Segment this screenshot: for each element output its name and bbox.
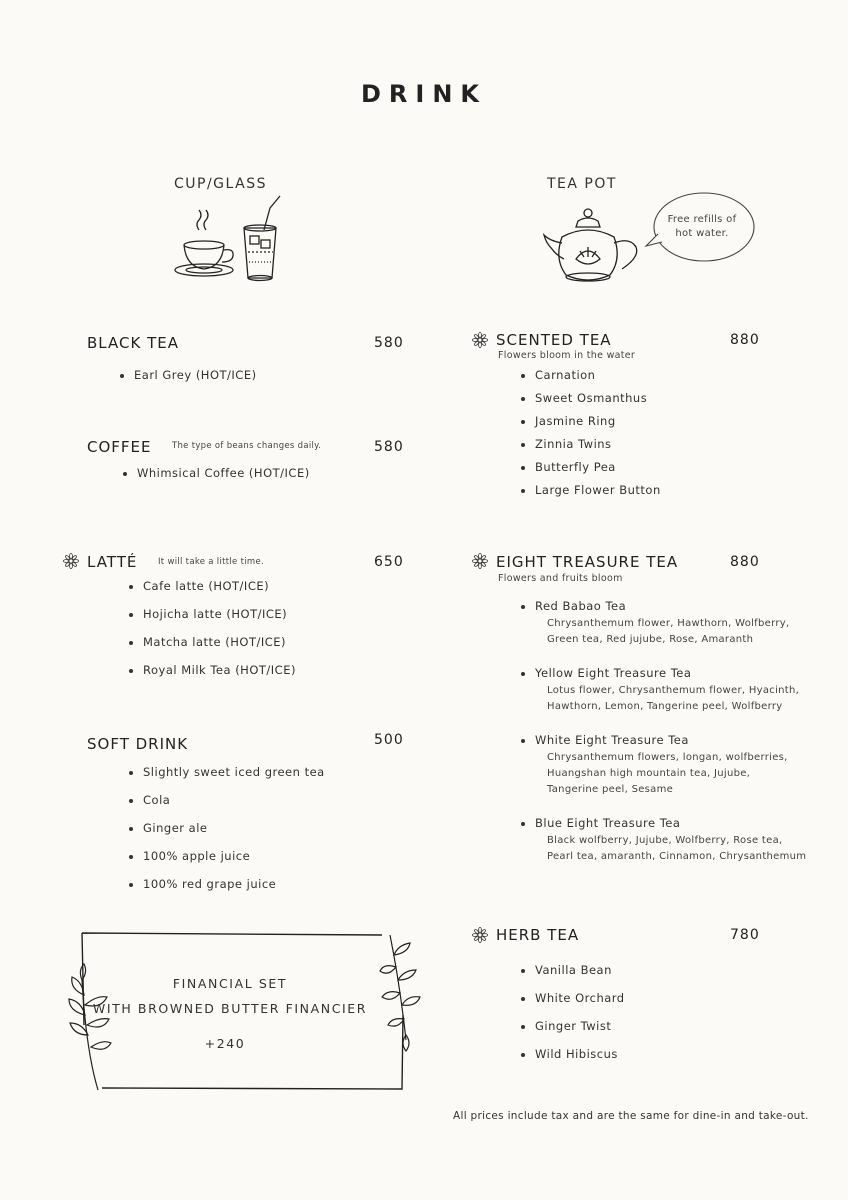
- list-item: Cafe latte (HOT/ICE): [129, 579, 296, 593]
- leaf-sprig-icon: [380, 935, 420, 1051]
- item-desc: [535, 833, 806, 865]
- desc-line: Lotus flower, Chrysanthemum flower, Hyacinth,: [547, 685, 800, 696]
- herb-tea-list: [521, 963, 625, 1061]
- list-item: Butterfly Pea: [521, 460, 661, 474]
- financial-set-title: FINANCIAL SET: [172, 976, 288, 991]
- scented-tea-price: 880: [730, 332, 760, 348]
- list-item: Vanilla Bean: [521, 963, 625, 977]
- item-desc: [535, 683, 806, 715]
- list-item: Zinnia Twins: [521, 437, 661, 451]
- latte-list: [129, 579, 296, 677]
- eight-treasure-list: [521, 599, 806, 865]
- desc-line: Tangerine peel, Sesame: [547, 784, 674, 795]
- bubble-line-1: Free refills of: [667, 214, 737, 225]
- item-desc: [535, 616, 806, 648]
- financial-set-subtitle: WITH BROWNED BUTTER FINANCIER: [92, 1001, 368, 1016]
- desc-line: Hawthorn, Lemon, Tangerine peel, Wolfberry: [547, 701, 783, 712]
- daisy-icon: [472, 553, 488, 569]
- latte-note: It will take a little time.: [158, 557, 264, 567]
- cup-glass-heading: CUP∕GLASS: [174, 176, 268, 192]
- list-item: Hojicha latte (HOT/ICE): [129, 607, 296, 621]
- eight-treasure-note: Flowers and fruits bloom: [498, 573, 623, 584]
- iced-glass-icon: [244, 196, 280, 281]
- list-item: Ginger ale: [129, 821, 325, 835]
- list-item: Royal Milk Tea (HOT/ICE): [129, 663, 296, 677]
- black-tea-heading: BLACK TEA: [87, 334, 179, 352]
- scented-tea-heading: SCENTED TEA: [496, 331, 612, 349]
- item-name: Blue Eight Treasure Tea: [535, 816, 681, 830]
- list-item: Wild Hibiscus: [521, 1047, 625, 1061]
- latte-price: 650: [374, 554, 404, 570]
- list-item: [521, 733, 806, 798]
- list-item: Whimsical Coffee (HOT/ICE): [123, 466, 310, 480]
- herb-tea-heading: HERB TEA: [496, 926, 580, 944]
- coffee-price: 580: [374, 439, 404, 455]
- desc-line: Pearl tea, amaranth, Cinnamon, Chrysanthemum: [547, 851, 807, 862]
- list-item: Large Flower Button: [521, 483, 661, 497]
- item-desc: [535, 750, 806, 798]
- coffee-cup-icon: [172, 190, 287, 285]
- tea-pot-heading: TEA POT: [547, 176, 617, 192]
- list-item: [521, 816, 806, 865]
- black-tea-list: [120, 368, 257, 382]
- list-item: Sweet Osmanthus: [521, 391, 661, 405]
- list-item: Ginger Twist: [521, 1019, 625, 1033]
- desc-line: Chrysanthemum flowers, longan, wolfberries,: [547, 752, 788, 763]
- coffee-note: The type of beans changes daily.: [172, 441, 322, 451]
- free-refill-note: [658, 213, 746, 241]
- coffee-list: [123, 466, 310, 480]
- tax-note: All prices include tax and are the same for dine-in and take-out.: [453, 1110, 809, 1122]
- scented-tea-list: [521, 368, 661, 497]
- list-item: Jasmine Ring: [521, 414, 661, 428]
- page-title: DRINK: [360, 80, 487, 108]
- soft-drink-price: 500: [374, 732, 404, 748]
- desc-line: Black wolfberry, Jujube, Wolfberry, Rose tea,: [547, 835, 783, 846]
- daisy-icon: [472, 332, 488, 348]
- item-name: Red Babao Tea: [535, 599, 627, 613]
- list-item: [521, 599, 806, 648]
- desc-line: Huangshan high mountain tea, Jujube,: [547, 768, 751, 779]
- scented-tea-note: Flowers bloom in the water: [498, 350, 636, 361]
- bubble-line-2: hot water.: [675, 228, 729, 239]
- list-item: Slightly sweet iced green tea: [129, 765, 325, 779]
- daisy-icon: [472, 927, 488, 943]
- list-item: Cola: [129, 793, 325, 807]
- list-item: Earl Grey (HOT/ICE): [120, 368, 257, 382]
- teapot-icon: [540, 203, 645, 288]
- coffee-heading: COFFEE: [87, 438, 152, 456]
- list-item: [521, 666, 806, 715]
- list-item: Matcha latte (HOT/ICE): [129, 635, 296, 649]
- daisy-icon: [63, 553, 79, 569]
- soft-drink-list: [129, 765, 325, 891]
- list-item: White Orchard: [521, 991, 625, 1005]
- eight-treasure-price: 880: [730, 554, 760, 570]
- list-item: 100% apple juice: [129, 849, 325, 863]
- eight-treasure-heading: EIGHT TREASURE TEA: [496, 553, 679, 571]
- desc-line: Green tea, Red jujube, Rose, Amaranth: [547, 634, 754, 645]
- financial-set-price: +240: [204, 1036, 246, 1051]
- soft-drink-heading: SOFT DRINK: [87, 735, 189, 753]
- list-item: Carnation: [521, 368, 661, 382]
- herb-tea-price: 780: [730, 927, 760, 943]
- item-name: Yellow Eight Treasure Tea: [535, 666, 692, 680]
- latte-heading: LATTÉ: [87, 553, 138, 571]
- item-name: White Eight Treasure Tea: [535, 733, 689, 747]
- black-tea-price: 580: [374, 335, 404, 351]
- list-item: 100% red grape juice: [129, 877, 325, 891]
- desc-line: Chrysanthemum flower, Hawthorn, Wolfberry,: [547, 618, 790, 629]
